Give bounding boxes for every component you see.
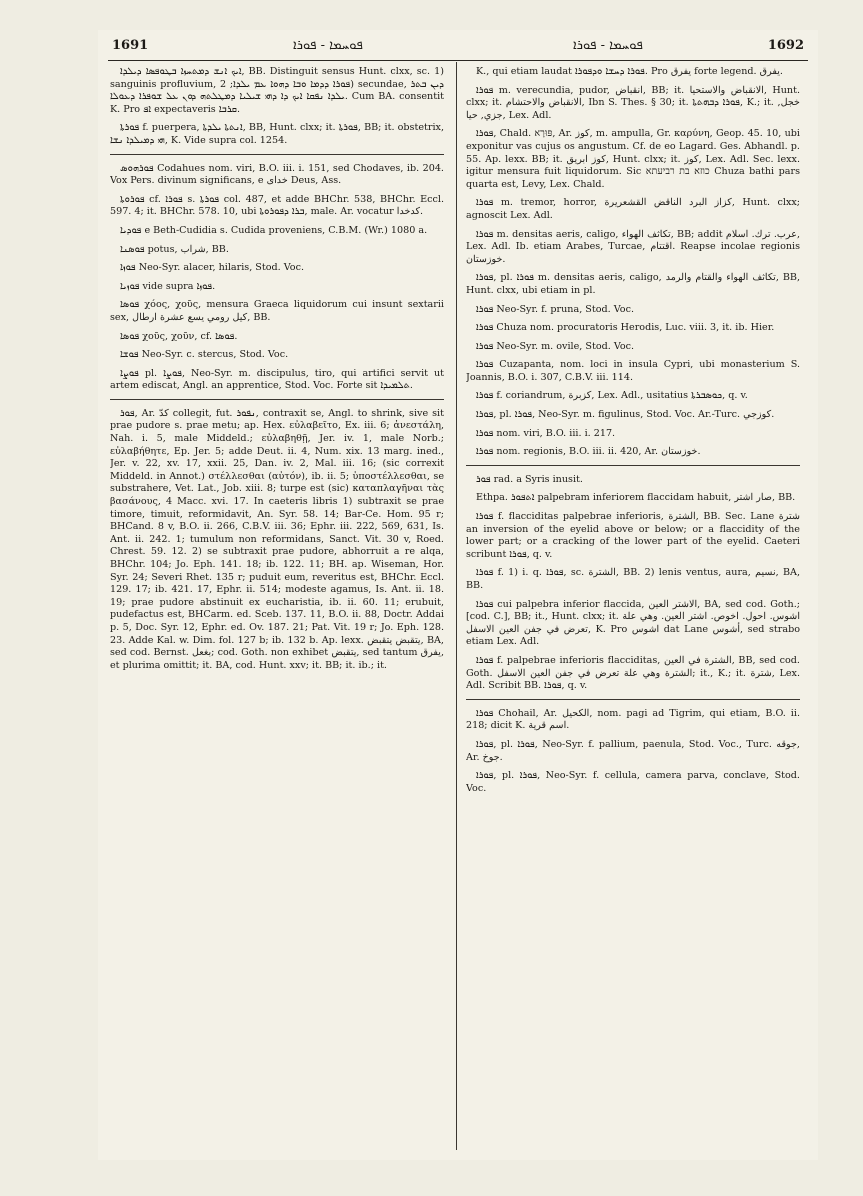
entry-text: ܦܘܪܐ Cuzapanta, nom. loci in insula Cypri, ubi monasterium S. Joannis, B.O. i. 307, C.B.V. iii. 114. [466,359,800,383]
entry-text: ܦܘܪܐ m. densitas aeris, caligo, تكاثف الهواء, BB; addit عرب. ترك. اسلام, Lex. Adl. Ib. etiam Arabes, Turcae, اقتتام. Reapse incolae regionis خوزستان. [466,228,800,265]
entry-text: ܦܘܕܝܐ e Beth-Cudidia s. Cudida proveniens, C.B.M. (Wr.) 1080 a. [120,224,428,236]
dictionary-entry [466,390,800,403]
entry-text: ܐܝܟ ܐܢܫ ܕܡܬܚܙܐ ܒܛܘܦܣܐ ܕܝܠܕܐ, BB. Distinguit sensus Hunt. clxx, sc. 1) sanguinis profluvium, ܦܘܪܐ ܕܕܡܐ ܘܒܐ ܕܗܘܐ ܥܡ ܝܠܕܐ; 2) secundae, ܕܝܢ ܒܬܪ ܝܠܕܐ ܢܦܩܐ ܐܝܟ ܕܐ ܕܗܝ ܫܝܠܝܐ ܕܡܛܠܬܗ ܕܘܢ ܥܠ ܫܘܦܪܐ ܕܥܘܠܐ. Cum BA. consentit K. Pro ܐܦ expectaveris ܩܪܒܐ. [110,66,444,115]
dictionary-entry [110,122,444,147]
dictionary-entry [466,567,800,592]
left-column [110,66,444,1146]
dictionary-entry [466,655,800,693]
entry-text: K., qui etiam laudat ܦܘܪܐ ܕܚܫܐ ܘܕܦܘܪܐ. Pro يفرق forte legend. يفرق. [476,66,783,77]
entry-text: ܦܘܪܐ, pl. ܦܘܪܐ, Neo-Syr. f. cellula, camera parva, conclave, Stod. Voc. [466,770,800,794]
dictionary-entry [466,770,800,795]
dictionary-entry [466,272,800,297]
dictionary-entry [466,341,800,354]
entry-text: ܦܘܪܐ nom. viri, B.O. iii. i. 217. [476,427,616,439]
dictionary-entry [466,128,800,191]
dictionary-entry [110,163,444,188]
page-number-right: 1692 [767,38,804,53]
entry-text: ܦܘܪ, Ar. كدّ collegit, fut. ܢܦܘܪ, contraxit se, Angl. to shrink, sive sit prae pudore s. prae metu; ap. Hex. εὐλαβεῖτο, Ex. iii. 6; ἀνεστάλη, Nah. i. 5, male Middeld.; εὐλαβηθῇ, Jer. iv. 1, male Norb.; εὐλαβήθητε, Ep. Jer. 5; adde Deut. ii. 4, Num. xix. 13 marg. ined., Jer. v. 22, xv. 17, xxii. 25, Dan. iv. 2, Mal. iii. 16; (sic correxit Middeld. in Annot.) στέλλεσθαι (αὐτόν), ib. ii. 5; ὑποστέλλεσθαι, se substrahere, Vet. Lat., Job. xiii. 8; turpe est (sic) καταπλαγῆναι τὰς βασάνους, 4 Macc. xvi. 17. In caeteris libris 1) subtraxit se prae timore, timuit, reformidavit, An. Syr. 58. 14; Bar-Ce. Hom. 95 r; BHCand. 8 v, B.O. ii. 266, C.B.V. iii. 36; Ephr. iii. 222, 569, 631, Is. Ant. ii. 242. 1; tumulum non reformidans, Sanct. Vit. 30 v, Roed. Chrest. 59. 12. 2) se subtraxit prae pudore, abhorruit a re alqa, BHChr. 104; Jo. Eph. 141. 18; ib. 122. 11; BH. ap. Wiseman, Hor. Syr. 24; Severi Rhet. 135 r; puduit eum, reveritus est, BHChr. Eccl. 129. 17; ib. 421. 17, Ephr. ii. 514; modeste agamus, Is. Ant. ii. 18. 19; prae pudore abstinuit ex eucharistia, ib. ii. 60. 11; erubuit, pudefactus est, BHCarm. ed. Sceb. 137. 11, B.O. ii. 88, Doctr. Addai p. 5, Doc. Syr. 12, Ephr. ed. Ov. 187. 21; Pat. Vit. 19 r; Jo. Eph. 128. 23. Adde Kal. w. Dim. fol. 127 b; ib. 132 b. Ap. lexx. يتقبض يتقبض, BA, sed cod. Bernst. بغعل; cod. Goth. non exhibet يتقبض, sed tantum يفرق, et plurima omittit; it. BA, cod. Hunt. xxv; it. BB; it. ib.; it. [110,407,444,671]
dictionary-entry [110,262,444,275]
page-number-left: 1691 [112,38,149,53]
entry-text: ܦܘܪܐ, pl. ܦܘܪܐ m. densitas aeris, caligo, تكاثف الهواء والقتام والرمد, BB, Hunt. clxx, ubi etiam in pl. [466,272,800,296]
entry-text: ܦܘܨܐ pl. ܦܘܨܐ, Neo-Syr. m. discipulus, tiro, qui artifici servit ut artem ediscat, Angl. an apprentice, Stod. Voc. Forte sit ܬܠܡܝܕܐ. [110,367,444,392]
entry-text: ܦܘܪܐ f. flacciditas palpebrae inferioris, الشترة, BB. Sec. Lane شترة an inversion of the eyelid above or below; or a flaccidity of the lower part; or a cracking of the lower part of the eyelid. Caeteri scribunt ܦܘܪܐ, q. v. [466,511,800,560]
dictionary-entry [466,708,800,733]
dictionary-entry [110,281,444,294]
entry-text: ܦܘܪܘܬܐ cf. ܦܘܪܐ s. ܦܘܪܬܐ col. 487, et adde BHChr. 538, BHChr. Eccl. 597. 4; it. BHChr. 578. 10, ubi ܒܪܐ ܕܦܘܪܘܬܐ, male. Ar. vocatur كدخدا. [110,193,444,218]
entry-text: ܦܘܪܐ Neo-Syr. m. ovile, Stod. Voc. [476,340,635,352]
entry-text: ܦܘܪܐ m. verecundia, pudor, انقباض, BB; it. الانقباض والاستحيا, Hunt. clxx; it. الانقباض والاحتشام, Ibn S. Thes. § 30; it. ܦܘܪܐ ܕܒܗܬܬܐ, K.; it. خجل, جزي, حيا, Lex. Adl. [466,84,800,121]
dictionary-entry [110,331,444,344]
dictionary-entry [466,322,800,335]
entry-text: ܦܘܣܢܐ potus, شراب, BB. [120,243,229,255]
dictionary-entry [466,409,800,422]
dictionary-entry [466,359,800,384]
entry-text: ܦܘܣܐ χόος, χοῦς, mensura Graeca liquidorum cui insunt sextarii sex, كيل رومي يسع عشرة ارطال, BB. [110,299,444,323]
dictionary-entry [110,368,444,393]
running-head-left: ܦܘܚܡܐ - ܦܘܪܐ [293,38,363,53]
section-separator [110,399,444,400]
entry-text: ܦܘܪܐ m. tremor, horror, كزاز البرد الناقض القشعريرة, Hunt. clxx; agnoscit Lex. Adl. [466,197,800,221]
entry-text: ܦܘܪܐ f. coriandrum, كزبرة, Lex. Adl., usitatius ܟܘܣܒܪܬܐ, q. v. [476,390,748,402]
dictionary-entry [110,66,444,116]
entry-text: ܦܘܪܐ f. palpebrae inferioris flacciditas, الشترة في العين, BB, sed cod. Goth. الشترة وهي علة تعرض في جفن العين الاسفل; it., K.; it. شترة, Lex. Adl. Scribit BB. ܦܘܪܐ, q. v. [466,654,800,692]
entry-text: ܦܘܪܐ, Chald. פּוּרָא, Ar. كوز, m. ampulla, Gr. καρύνη, Geop. 45. 10, ubi exponitur vas cujus os angustum. Cf. de eo Lagard. Ges. Abhandl. p. 55. Ap. lexx. BB; it. كوز ابريق, Hunt. clxx; it. كوز, Lex. Adl. Sec. lexx. igitur mensura fuit liquidorum. Sic כוזא בת רביעתא Chuza bathi pars quarta est, Levy, Lex. Chald. [466,128,800,190]
entry-text: ܦܘܙܝܐ vide supra ܦܘܙܐ. [120,280,216,292]
entry-text: ܦܘܪ rad. a Syris inusit. [476,473,583,485]
dictionary-entry [466,474,800,487]
dictionary-entry [466,428,800,441]
section-separator [110,154,444,155]
column-divider [456,62,457,1150]
entry-text: ܦܘܫܐ Neo-Syr. c. stercus, Stod. Voc. [120,349,289,361]
dictionary-entry [466,66,800,79]
dictionary-entry [110,244,444,257]
dictionary-entry [110,194,444,219]
header-rule [108,60,808,61]
entry-text: ܦܘܪܐ, pl. ܦܘܪܐ, Neo-Syr. f. pallium, paenula, Stod. Voc., Turc. جوقه, Ar. جوخ. [466,738,800,763]
dictionary-entry [466,599,800,649]
dictionary-entry [110,299,444,324]
dictionary-entry [466,511,800,561]
entry-text: ܦܘܪܐ, pl. ܦܘܪܐ, Neo-Syr. m. figulinus, Stod. Voc. Ar.-Turc. كوزجي. [476,409,775,421]
entry-text: ܦܘܪܗܘܣ Codahues nom. viri, B.O. iii. i. 151, sed Chodaves, ib. 204. Vox Pers. divinum significans, e خدای Deus, Ass. [110,162,444,187]
section-separator [466,465,800,466]
entry-text: Ethpa. ܐܬܦܘܪ palpebram inferiorem flaccidam habuit, صار اشتر, BB. [476,492,796,504]
dictionary-entry [110,349,444,362]
dictionary-entry [110,408,444,672]
page-header [108,38,808,58]
dictionary-entry [466,739,800,764]
entry-text: ܦܘܪܐ cui palpebra inferior flaccida, الاشتر العين, BA, sed cod. Goth.; [cod. C.], BB; it., Hunt. clxx; it. اشوس. احول. اخوص. اشتر العين. وهي علة تعرض في جفن العين الاسفل, K. Pro اشوس dat Lane أشوس, sed strabo etiam Lex. Adl. [466,598,800,648]
dictionary-entry [466,229,800,267]
entry-text: ܦܘܪܐ Chohail, Ar. الكحيل, nom. pagi ad Tigrim, qui etiam, B.O. ii. 218; dicit K. اسم قرية. [466,707,800,732]
right-column [466,66,800,1146]
dictionary-entry [466,85,800,123]
running-head-right: ܦܘܚܡܐ - ܦܘܪܐ [573,38,643,53]
entry-text: ܦܘܣܐ χοῦς, χοῦν, cf. ܦܘܣܐ. [120,330,238,342]
entry-text: ܦܘܪܐ Neo-Syr. f. pruna, Stod. Voc. [476,303,634,315]
dictionary-entry [466,446,800,459]
dictionary-entry [466,197,800,222]
section-separator [466,699,800,700]
dictionary-entry [466,304,800,317]
entry-text: ܦܘܪܐ Chuza nom. procuratoris Herodis, Luc. viii. 3, it. ib. Hier. [476,322,775,334]
dictionary-entry [466,492,800,505]
entry-text: ܦܘܙܐ Neo-Syr. alacer, hilaris, Stod. Voc. [120,262,304,274]
entry-text: ܦܘܪܐ nom. regionis, B.O. iii. ii. 420, Ar. خوزستان. [476,446,701,458]
entry-text: ܦܘܪܬܐ f. puerpera, ܐܢܬܬܐ ܝܠܕܬܐ, BB, Hunt. clxx; it. ܦܘܪܬܐ, BB; it. obstetrix, ܗܝ ܕܡܝܠܕܐ ܢܫܐ, K. Vide supra col. 1254. [110,122,444,146]
dictionary-entry [110,225,444,238]
entry-text: ܦܘܪܐ f. 1) i. q. ܦܘܪܐ, sc. الشترة, BB. 2) lenis ventus, aura, نسيم, BA, BB. [466,567,800,591]
